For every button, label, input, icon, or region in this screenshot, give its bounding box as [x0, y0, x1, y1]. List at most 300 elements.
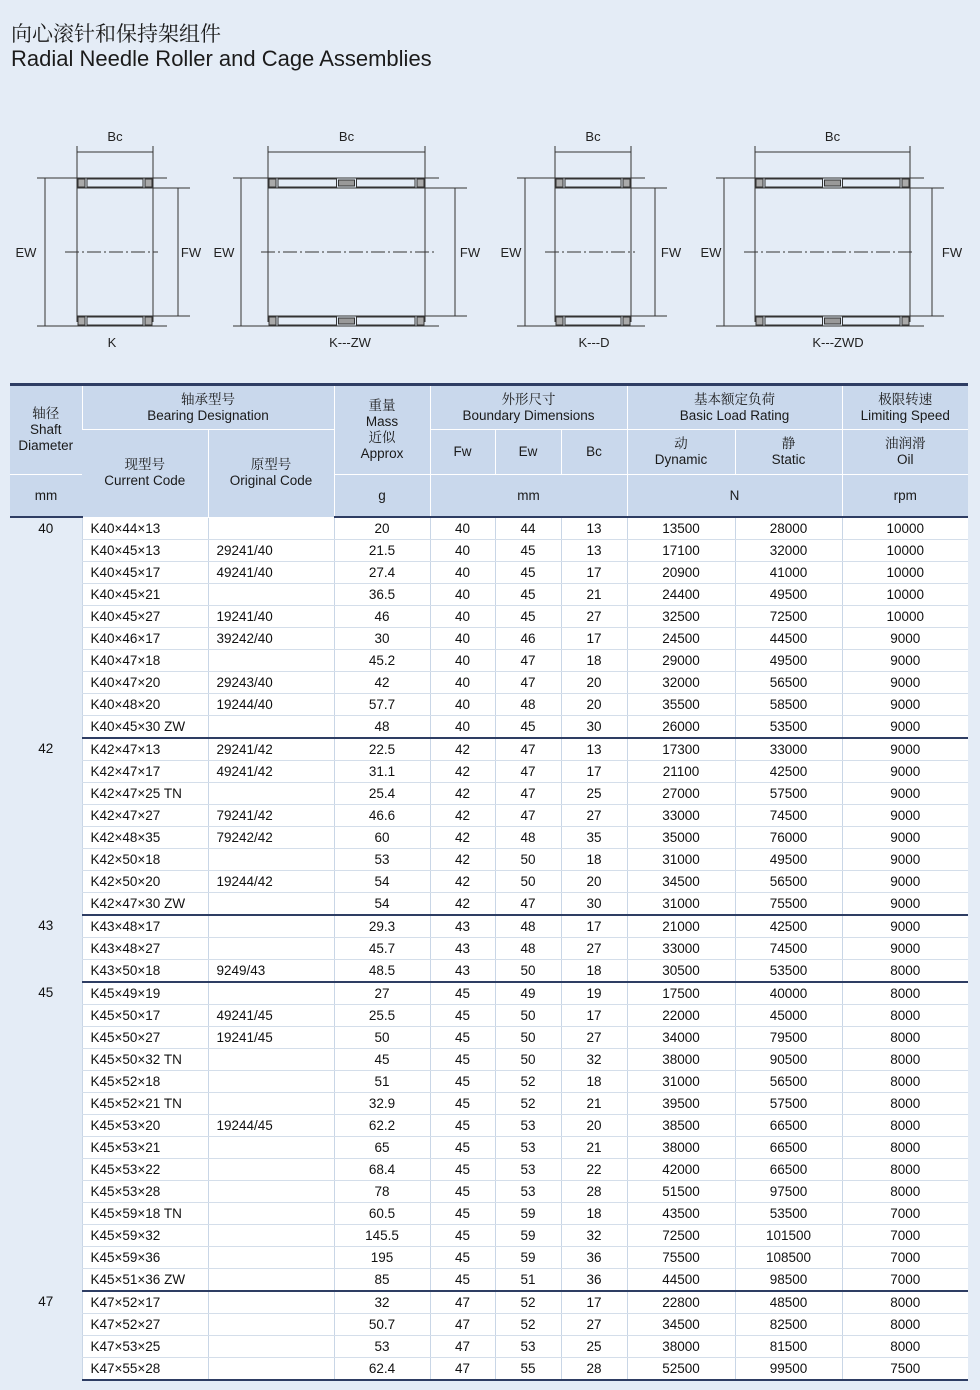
static-load-cell: 101500 [735, 1225, 842, 1247]
diagram-2-roller-bottom-mid [339, 318, 355, 324]
limiting-speed-cell: 9000 [842, 650, 968, 672]
limiting-speed-cell: 7000 [842, 1203, 968, 1225]
fw-cell: 45 [430, 1049, 495, 1071]
ew-cell: 52 [495, 1314, 561, 1336]
dynamic-load-cell: 21000 [627, 915, 735, 938]
diagram-3-bc-label: Bc [585, 129, 601, 144]
current-code-cell: K43×48×27 [82, 938, 208, 960]
bc-cell: 30 [561, 716, 627, 739]
diagram-2-roller-bottom-a [278, 317, 337, 325]
dynamic-load-cell: 38000 [627, 1137, 735, 1159]
diagram-4-fw-label: FW [941, 245, 963, 260]
limiting-speed-cell: 8000 [842, 1314, 968, 1336]
dynamic-load-cell: 34500 [627, 1314, 735, 1336]
mass-cell: 145.5 [334, 1225, 430, 1247]
diagram-3-roller-top [565, 179, 621, 187]
ew-cell: 52 [495, 1093, 561, 1115]
static-load-cell: 57500 [735, 1093, 842, 1115]
table-row [10, 1291, 968, 1314]
static-load-cell: 49500 [735, 650, 842, 672]
current-code-cell: K45×52×18 [82, 1071, 208, 1093]
fw-cell: 45 [430, 1247, 495, 1269]
static-load-cell: 82500 [735, 1314, 842, 1336]
current-code-cell: K45×51×36 ZW [82, 1269, 208, 1292]
fw-cell: 43 [430, 960, 495, 983]
table-row [10, 672, 968, 694]
static-load-cell: 99500 [735, 1358, 842, 1381]
mass-cell: 51 [334, 1071, 430, 1093]
current-code-cell: K42×47×27 [82, 805, 208, 827]
limiting-speed-cell: 8000 [842, 1336, 968, 1358]
static-load-cell: 56500 [735, 871, 842, 893]
limiting-speed-cell: 9000 [842, 694, 968, 716]
dynamic-load-cell: 32500 [627, 606, 735, 628]
dynamic-load-cell: 33000 [627, 805, 735, 827]
diagram-3-roller-bottom-cage-l [556, 317, 563, 325]
original-code-cell [208, 1247, 334, 1269]
current-code-cell: K45×50×32 TN [82, 1049, 208, 1071]
dynamic-load-cell: 17300 [627, 738, 735, 761]
fw-cell: 42 [430, 871, 495, 893]
original-code-cell: 19241/40 [208, 606, 334, 628]
original-code-cell [208, 1181, 334, 1203]
dynamic-load-cell: 31000 [627, 893, 735, 916]
limiting-speed-cell: 9000 [842, 738, 968, 761]
mass-cell: 60.5 [334, 1203, 430, 1225]
bc-cell: 20 [561, 672, 627, 694]
bc-cell: 27 [561, 805, 627, 827]
current-code-cell: K40×47×18 [82, 650, 208, 672]
original-code-cell: 49241/42 [208, 761, 334, 783]
original-code-cell [208, 1358, 334, 1381]
dynamic-load-cell: 33000 [627, 938, 735, 960]
dynamic-load-cell: 31000 [627, 849, 735, 871]
mass-cell: 20 [334, 517, 430, 540]
header-speed: 极限转速 Limiting Speed [842, 385, 968, 430]
header-dynamic: 动 Dynamic [627, 430, 735, 475]
limiting-speed-cell: 9000 [842, 871, 968, 893]
table-row [10, 1093, 968, 1115]
static-load-cell: 53500 [735, 960, 842, 983]
original-code-cell [208, 982, 334, 1005]
ew-cell: 51 [495, 1269, 561, 1292]
table-row [10, 827, 968, 849]
table-row [10, 1071, 968, 1093]
bc-cell: 32 [561, 1049, 627, 1071]
original-code-cell: 79241/42 [208, 805, 334, 827]
fw-cell: 45 [430, 982, 495, 1005]
fw-cell: 40 [430, 517, 495, 540]
diagram-1-type-label: K [107, 335, 117, 350]
fw-cell: 42 [430, 849, 495, 871]
limiting-speed-cell: 10000 [842, 540, 968, 562]
current-code-cell: K45×50×27 [82, 1027, 208, 1049]
bc-cell: 18 [561, 960, 627, 983]
ew-cell: 47 [495, 738, 561, 761]
fw-cell: 42 [430, 761, 495, 783]
table-row [10, 1027, 968, 1049]
table-row [10, 1159, 968, 1181]
fw-cell: 47 [430, 1291, 495, 1314]
fw-cell: 42 [430, 893, 495, 916]
bc-cell: 17 [561, 761, 627, 783]
bc-cell: 27 [561, 606, 627, 628]
current-code-cell: K40×45×30 ZW [82, 716, 208, 739]
original-code-cell [208, 650, 334, 672]
bc-cell: 17 [561, 628, 627, 650]
ew-cell: 48 [495, 827, 561, 849]
limiting-speed-cell: 9000 [842, 849, 968, 871]
static-load-cell: 28000 [735, 517, 842, 540]
diagram-2-roller-bottom-cage-r [417, 317, 424, 325]
shaft-diameter-cell: 43 [10, 915, 82, 982]
mass-cell: 45.7 [334, 938, 430, 960]
current-code-cell: K45×53×21 [82, 1137, 208, 1159]
static-load-cell: 44500 [735, 628, 842, 650]
original-code-cell [208, 915, 334, 938]
current-code-cell: K43×50×18 [82, 960, 208, 983]
ew-cell: 45 [495, 606, 561, 628]
current-code-cell: K42×50×20 [82, 871, 208, 893]
header-fw: Fw [430, 430, 495, 475]
static-load-cell: 56500 [735, 1071, 842, 1093]
fw-cell: 40 [430, 606, 495, 628]
bc-cell: 17 [561, 915, 627, 938]
limiting-speed-cell: 8000 [842, 1181, 968, 1203]
diagram-3-roller-bottom-cage-r [623, 317, 630, 325]
bc-cell: 17 [561, 1291, 627, 1314]
dynamic-load-cell: 44500 [627, 1269, 735, 1292]
original-code-cell [208, 1049, 334, 1071]
table-row [10, 1049, 968, 1071]
dynamic-load-cell: 38500 [627, 1115, 735, 1137]
table-row [10, 1005, 968, 1027]
diagram-1-roller-top [87, 179, 143, 187]
bc-cell: 18 [561, 849, 627, 871]
bc-cell: 36 [561, 1247, 627, 1269]
header-mass: 重量 Mass 近似 Approx [334, 385, 430, 475]
bc-cell: 18 [561, 1203, 627, 1225]
limiting-speed-cell: 9000 [842, 827, 968, 849]
limiting-speed-cell: 7500 [842, 1358, 968, 1381]
static-load-cell: 42500 [735, 761, 842, 783]
mass-cell: 195 [334, 1247, 430, 1269]
original-code-cell: 29241/40 [208, 540, 334, 562]
original-code-cell: 9249/43 [208, 960, 334, 983]
fw-cell: 40 [430, 584, 495, 606]
limiting-speed-cell: 7000 [842, 1269, 968, 1292]
bc-cell: 13 [561, 540, 627, 562]
current-code-cell: K42×47×13 [82, 738, 208, 761]
bc-cell: 28 [561, 1358, 627, 1381]
shaft-diameter-cell: 42 [10, 738, 82, 915]
ew-cell: 50 [495, 960, 561, 983]
bc-cell: 20 [561, 1115, 627, 1137]
dynamic-load-cell: 22800 [627, 1291, 735, 1314]
dynamic-load-cell: 38000 [627, 1049, 735, 1071]
ew-cell: 59 [495, 1247, 561, 1269]
ew-cell: 50 [495, 1049, 561, 1071]
dynamic-load-cell: 22000 [627, 1005, 735, 1027]
unit-boundary: mm [430, 475, 627, 518]
mass-cell: 54 [334, 893, 430, 916]
mass-cell: 30 [334, 628, 430, 650]
diagram-3-roller-top-cage-l [556, 179, 563, 187]
table-row [10, 517, 968, 540]
header-current-code: 现型号 Current Code [82, 430, 208, 518]
ew-cell: 49 [495, 982, 561, 1005]
mass-cell: 54 [334, 871, 430, 893]
static-load-cell: 66500 [735, 1159, 842, 1181]
limiting-speed-cell: 8000 [842, 1115, 968, 1137]
current-code-cell: K45×53×22 [82, 1159, 208, 1181]
original-code-cell: 19244/45 [208, 1115, 334, 1137]
table-row [10, 1115, 968, 1137]
bc-cell: 17 [561, 1005, 627, 1027]
bc-cell: 36 [561, 1269, 627, 1292]
bc-cell: 32 [561, 1225, 627, 1247]
bc-cell: 18 [561, 650, 627, 672]
limiting-speed-cell: 8000 [842, 1005, 968, 1027]
ew-cell: 50 [495, 871, 561, 893]
current-code-cell: K40×45×21 [82, 584, 208, 606]
header-ew: Ew [495, 430, 561, 475]
fw-cell: 45 [430, 1027, 495, 1049]
limiting-speed-cell: 7000 [842, 1247, 968, 1269]
ew-cell: 45 [495, 584, 561, 606]
diagram-2-roller-top-a [278, 179, 337, 187]
limiting-speed-cell: 10000 [842, 517, 968, 540]
diagram-1-bc-label: Bc [107, 129, 123, 144]
limiting-speed-cell: 9000 [842, 805, 968, 827]
mass-cell: 60 [334, 827, 430, 849]
ew-cell: 50 [495, 1005, 561, 1027]
original-code-cell [208, 1269, 334, 1292]
diagram-1-roller-top-cage-r [145, 179, 152, 187]
diagram-1-roller-bottom-cage-l [78, 317, 85, 325]
table-row [10, 982, 968, 1005]
static-load-cell: 49500 [735, 584, 842, 606]
current-code-cell: K47×52×27 [82, 1314, 208, 1336]
table-row [10, 893, 968, 916]
shaft-diameter-cell: 40 [10, 517, 82, 738]
original-code-cell: 49241/40 [208, 562, 334, 584]
static-load-cell: 76000 [735, 827, 842, 849]
ew-cell: 53 [495, 1159, 561, 1181]
bc-cell: 19 [561, 982, 627, 1005]
diagram-4-roller-bottom-cage-r [902, 317, 909, 325]
bc-cell: 27 [561, 1314, 627, 1336]
mass-cell: 25.5 [334, 1005, 430, 1027]
fw-cell: 42 [430, 805, 495, 827]
fw-cell: 42 [430, 827, 495, 849]
mass-cell: 53 [334, 849, 430, 871]
dynamic-load-cell: 35500 [627, 694, 735, 716]
original-code-cell [208, 1137, 334, 1159]
ew-cell: 45 [495, 540, 561, 562]
bc-cell: 30 [561, 893, 627, 916]
dynamic-load-cell: 20900 [627, 562, 735, 584]
bc-cell: 18 [561, 1071, 627, 1093]
fw-cell: 43 [430, 938, 495, 960]
original-code-cell: 49241/45 [208, 1005, 334, 1027]
original-code-cell [208, 517, 334, 540]
limiting-speed-cell: 8000 [842, 1291, 968, 1314]
current-code-cell: K45×49×19 [82, 982, 208, 1005]
fw-cell: 47 [430, 1336, 495, 1358]
bc-cell: 21 [561, 1137, 627, 1159]
current-code-cell: K45×52×21 TN [82, 1093, 208, 1115]
original-code-cell [208, 783, 334, 805]
limiting-speed-cell: 9000 [842, 628, 968, 650]
mass-cell: 53 [334, 1336, 430, 1358]
static-load-cell: 81500 [735, 1336, 842, 1358]
limiting-speed-cell: 10000 [842, 584, 968, 606]
diagram-4-roller-bottom-mid [825, 318, 841, 324]
table-row [10, 1336, 968, 1358]
mass-cell: 46 [334, 606, 430, 628]
limiting-speed-cell: 9000 [842, 783, 968, 805]
header-shaft: 轴径 Shaft Diameter [10, 385, 82, 475]
original-code-cell [208, 1225, 334, 1247]
diagram-2-roller-top-b [357, 179, 416, 187]
fw-cell: 47 [430, 1358, 495, 1381]
diagram-2-roller-bottom-cage-l [269, 317, 276, 325]
dynamic-load-cell: 21100 [627, 761, 735, 783]
limiting-speed-cell: 9000 [842, 915, 968, 938]
mass-cell: 22.5 [334, 738, 430, 761]
original-code-cell [208, 1159, 334, 1181]
diagram-4-roller-top-mid [825, 180, 841, 186]
current-code-cell: K40×46×17 [82, 628, 208, 650]
unit-mass: g [334, 475, 430, 518]
current-code-cell: K42×48×35 [82, 827, 208, 849]
diagram-1-roller-bottom [87, 317, 143, 325]
limiting-speed-cell: 9000 [842, 893, 968, 916]
diagram-4-bc-label: Bc [824, 129, 841, 144]
limiting-speed-cell: 8000 [842, 960, 968, 983]
static-load-cell: 66500 [735, 1115, 842, 1137]
original-code-cell [208, 716, 334, 739]
diagram-3-fw-label: FW [660, 245, 682, 260]
fw-cell: 43 [430, 915, 495, 938]
bc-cell: 35 [561, 827, 627, 849]
ew-cell: 53 [495, 1336, 561, 1358]
header-oil: 油润滑 Oil [842, 430, 968, 475]
dynamic-load-cell: 17100 [627, 540, 735, 562]
ew-cell: 52 [495, 1071, 561, 1093]
fw-cell: 40 [430, 628, 495, 650]
diagram-1-roller-bottom-cage-r [145, 317, 152, 325]
bc-cell: 28 [561, 1181, 627, 1203]
diagram-3-roller-top-cage-r [623, 179, 630, 187]
mass-cell: 46.6 [334, 805, 430, 827]
fw-cell: 42 [430, 738, 495, 761]
current-code-cell: K47×55×28 [82, 1358, 208, 1381]
diagram-1-fw-label: FW [180, 245, 202, 260]
diagram-2-roller-top-mid [339, 180, 355, 186]
dynamic-load-cell: 29000 [627, 650, 735, 672]
table-row [10, 584, 968, 606]
limiting-speed-cell: 9000 [842, 672, 968, 694]
bc-cell: 21 [561, 584, 627, 606]
diagram-4-ew-label: EW [700, 245, 722, 260]
bc-cell: 20 [561, 871, 627, 893]
mass-cell: 78 [334, 1181, 430, 1203]
dynamic-load-cell: 72500 [627, 1225, 735, 1247]
page-title-cn: 向心滚针和保持架组件 [11, 23, 221, 46]
diagram-3-roller-bottom [565, 317, 621, 325]
mass-cell: 31.1 [334, 761, 430, 783]
specification-table-body [10, 517, 968, 1380]
fw-cell: 40 [430, 672, 495, 694]
static-load-cell: 90500 [735, 1049, 842, 1071]
diagram-4-roller-bottom-a [765, 317, 823, 325]
table-row [10, 738, 968, 761]
dynamic-load-cell: 42000 [627, 1159, 735, 1181]
table-row [10, 871, 968, 893]
current-code-cell: K40×45×13 [82, 540, 208, 562]
ew-cell: 48 [495, 694, 561, 716]
diagram-4-roller-top-a [765, 179, 823, 187]
bearing-diagrams [0, 120, 980, 360]
bc-cell: 17 [561, 562, 627, 584]
static-load-cell: 72500 [735, 606, 842, 628]
limiting-speed-cell: 8000 [842, 1049, 968, 1071]
table-row [10, 694, 968, 716]
header-original-code: 原型号 Original Code [208, 430, 334, 518]
dynamic-load-cell: 24500 [627, 628, 735, 650]
table-row [10, 1269, 968, 1292]
table-row [10, 849, 968, 871]
dynamic-load-cell: 27000 [627, 783, 735, 805]
ew-cell: 52 [495, 1291, 561, 1314]
fw-cell: 45 [430, 1005, 495, 1027]
table-row [10, 1314, 968, 1336]
mass-cell: 57.7 [334, 694, 430, 716]
static-load-cell: 33000 [735, 738, 842, 761]
static-load-cell: 53500 [735, 1203, 842, 1225]
limiting-speed-cell: 7000 [842, 1225, 968, 1247]
original-code-cell [208, 1071, 334, 1093]
dynamic-load-cell: 32000 [627, 672, 735, 694]
original-code-cell [208, 584, 334, 606]
fw-cell: 45 [430, 1181, 495, 1203]
static-load-cell: 40000 [735, 982, 842, 1005]
bc-cell: 25 [561, 1336, 627, 1358]
original-code-cell [208, 849, 334, 871]
mass-cell: 45.2 [334, 650, 430, 672]
table-row [10, 960, 968, 983]
dynamic-load-cell: 31000 [627, 1071, 735, 1093]
header-designation: 轴承型号 Bearing Designation [82, 385, 334, 430]
current-code-cell: K42×47×30 ZW [82, 893, 208, 916]
fw-cell: 42 [430, 783, 495, 805]
limiting-speed-cell: 8000 [842, 1027, 968, 1049]
static-load-cell: 74500 [735, 938, 842, 960]
mass-cell: 48.5 [334, 960, 430, 983]
fw-cell: 45 [430, 1115, 495, 1137]
current-code-cell: K42×47×17 [82, 761, 208, 783]
table-row [10, 805, 968, 827]
current-code-cell: K45×53×20 [82, 1115, 208, 1137]
static-load-cell: 108500 [735, 1247, 842, 1269]
ew-cell: 47 [495, 761, 561, 783]
dynamic-load-cell: 51500 [627, 1181, 735, 1203]
table-row [10, 1203, 968, 1225]
dynamic-load-cell: 39500 [627, 1093, 735, 1115]
mass-cell: 21.5 [334, 540, 430, 562]
